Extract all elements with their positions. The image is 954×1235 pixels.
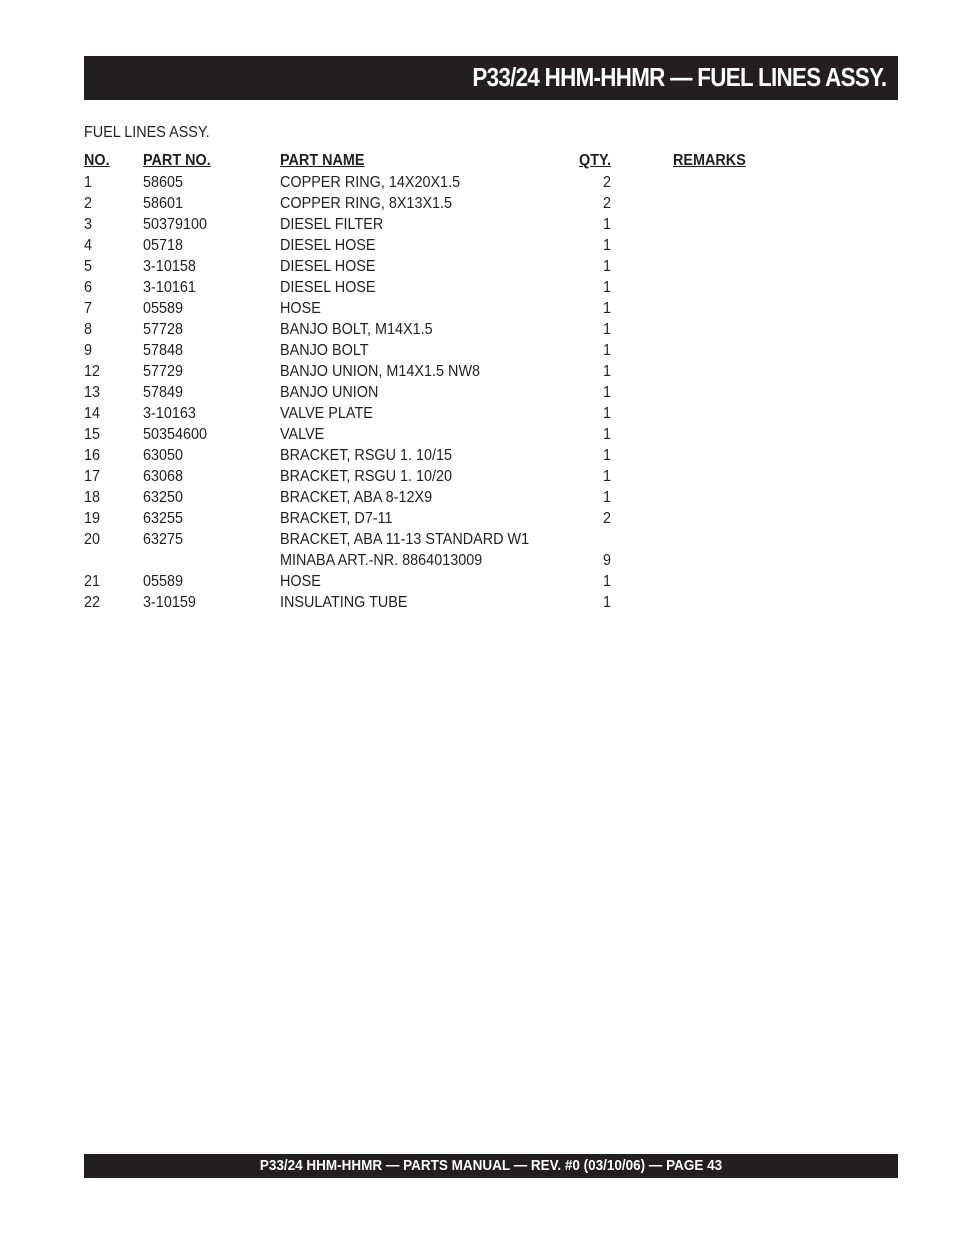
cell-part-no: 57728	[143, 321, 184, 338]
cell-part-name: VALVE PLATE	[280, 405, 373, 422]
cell-qty: 2	[602, 174, 611, 191]
cell-part-no: 05589	[143, 300, 184, 317]
cell-qty: 2	[602, 195, 611, 212]
cell-part-name: BANJO BOLT	[280, 342, 369, 359]
table-row	[84, 214, 784, 235]
cell-part-no: 63250	[143, 489, 184, 506]
cell-qty: 1	[602, 594, 611, 611]
page-footer-bar	[84, 1154, 898, 1178]
cell-qty: 2	[602, 510, 611, 527]
footer-text: P33/24 HHM-HHMR — PARTS MANUAL — REV. #0 (03/10/06) — PAGE 43	[259, 1157, 723, 1174]
cell-qty: 1	[602, 468, 611, 485]
column-header-remarks: REMARKS	[673, 152, 746, 169]
table-row	[84, 487, 784, 508]
cell-part-no: 63050	[143, 447, 184, 464]
cell-part-name: VALVE	[280, 426, 325, 443]
cell-part-no: 50379100	[143, 216, 208, 233]
cell-part-name: MINABA ART.-NR. 8864013009	[280, 552, 483, 569]
table-row	[84, 256, 784, 277]
cell-part-name: BRACKET, RSGU 1. 10/20	[280, 468, 453, 485]
cell-part-no: 58605	[143, 174, 184, 191]
cell-part-name: DIESEL HOSE	[280, 237, 376, 254]
cell-part-no: 05718	[143, 237, 184, 254]
cell-qty: 9	[602, 552, 611, 569]
cell-part-name: DIESEL FILTER	[280, 216, 384, 233]
section-label: FUEL LINES ASSY.	[84, 124, 210, 141]
cell-part-name: BRACKET, ABA 8-12X9	[280, 489, 433, 506]
cell-no: 13	[84, 384, 101, 401]
cell-no: 22	[84, 594, 101, 611]
cell-part-name: BRACKET, RSGU 1. 10/15	[280, 447, 453, 464]
table-row	[84, 277, 784, 298]
cell-no: 7	[84, 300, 93, 317]
cell-part-name: COPPER RING, 8X13X1.5	[280, 195, 453, 212]
table-row	[84, 235, 784, 256]
cell-no: 18	[84, 489, 101, 506]
cell-no: 6	[84, 279, 93, 296]
table-body	[84, 172, 784, 613]
cell-no: 17	[84, 468, 101, 485]
cell-part-no: 63275	[143, 531, 184, 548]
table-row	[84, 529, 784, 550]
cell-qty: 1	[602, 321, 611, 338]
cell-part-no: 50354600	[143, 426, 208, 443]
cell-no: 2	[84, 195, 93, 212]
cell-part-name: BANJO UNION, M14X1.5 NW8	[280, 363, 481, 380]
table-row	[84, 298, 784, 319]
cell-part-name: HOSE	[280, 573, 321, 590]
cell-no: 5	[84, 258, 93, 275]
table-row	[84, 445, 784, 466]
cell-no: 4	[84, 237, 93, 254]
cell-part-name: BANJO BOLT, M14X1.5	[280, 321, 433, 338]
table-row	[84, 193, 784, 214]
cell-no: 14	[84, 405, 101, 422]
page-header-bar	[84, 56, 898, 100]
table-row	[84, 340, 784, 361]
cell-no: 12	[84, 363, 101, 380]
cell-part-name: INSULATING TUBE	[280, 594, 408, 611]
table-row	[84, 424, 784, 445]
cell-part-no: 57729	[143, 363, 184, 380]
cell-qty: 1	[602, 573, 611, 590]
cell-qty: 1	[602, 300, 611, 317]
cell-no: 16	[84, 447, 101, 464]
cell-no: 9	[84, 342, 93, 359]
cell-qty: 1	[602, 405, 611, 422]
cell-qty: 1	[602, 384, 611, 401]
table-row	[84, 550, 784, 571]
column-header-no: NO.	[84, 152, 110, 169]
cell-part-no: 57848	[143, 342, 184, 359]
cell-part-no: 3-10163	[143, 405, 196, 422]
cell-qty: 1	[602, 258, 611, 275]
cell-qty: 1	[602, 426, 611, 443]
cell-part-no: 57849	[143, 384, 184, 401]
cell-no: 19	[84, 510, 101, 527]
cell-part-no: 63255	[143, 510, 184, 527]
cell-part-name: BRACKET, D7-11	[280, 510, 393, 527]
column-header-part-no: PART NO.	[143, 152, 211, 169]
cell-part-name: COPPER RING, 14X20X1.5	[280, 174, 461, 191]
cell-no: 15	[84, 426, 101, 443]
cell-part-no: 63068	[143, 468, 184, 485]
cell-no: 1	[84, 174, 93, 191]
page-title: P33/24 HHM-HHMR — FUEL LINES ASSY.	[472, 62, 886, 92]
cell-part-no: 58601	[143, 195, 184, 212]
cell-part-name: DIESEL HOSE	[280, 279, 376, 296]
cell-part-name: HOSE	[280, 300, 321, 317]
table-row	[84, 361, 784, 382]
cell-part-no: 3-10158	[143, 258, 196, 275]
cell-no: 20	[84, 531, 101, 548]
parts-table	[84, 150, 784, 613]
column-header-qty: QTY.	[578, 152, 611, 169]
table-row	[84, 403, 784, 424]
table-row	[84, 319, 784, 340]
cell-qty: 1	[602, 279, 611, 296]
cell-qty: 1	[602, 216, 611, 233]
table-header-row	[84, 150, 784, 171]
table-row	[84, 466, 784, 487]
cell-part-name: BRACKET, ABA 11-13 STANDARD W1	[280, 531, 530, 548]
table-row	[84, 592, 784, 613]
cell-qty: 1	[602, 363, 611, 380]
cell-no: 3	[84, 216, 93, 233]
cell-part-name: DIESEL HOSE	[280, 258, 376, 275]
cell-part-no: 05589	[143, 573, 184, 590]
cell-part-no: 3-10161	[143, 279, 196, 296]
cell-qty: 1	[602, 237, 611, 254]
cell-part-name: BANJO UNION	[280, 384, 379, 401]
column-header-part-name: PART NAME	[280, 152, 365, 169]
table-row	[84, 172, 784, 193]
table-row	[84, 382, 784, 403]
cell-part-no: 3-10159	[143, 594, 196, 611]
cell-qty: 1	[602, 342, 611, 359]
table-row	[84, 571, 784, 592]
cell-no: 8	[84, 321, 93, 338]
cell-no: 21	[84, 573, 101, 590]
cell-qty: 1	[602, 489, 611, 506]
table-row	[84, 508, 784, 529]
cell-qty: 1	[602, 447, 611, 464]
